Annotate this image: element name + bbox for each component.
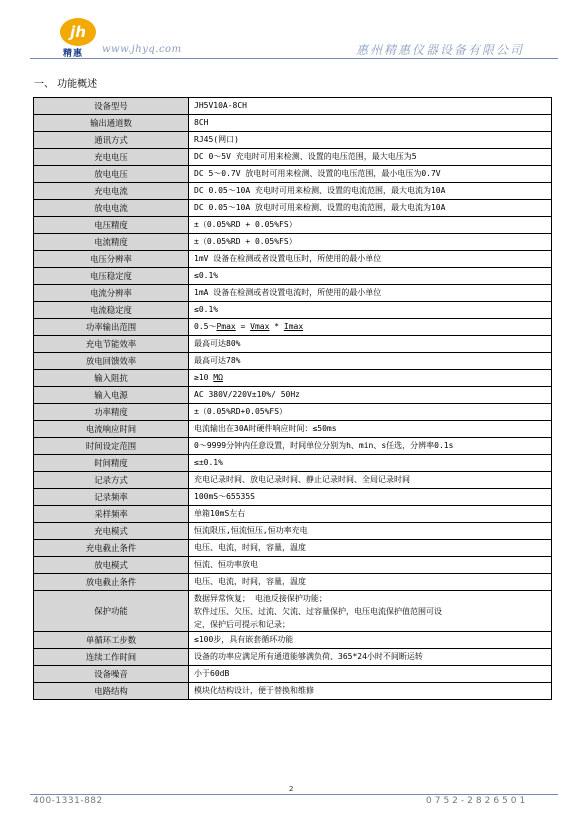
spec-label: 放电模式 bbox=[34, 557, 189, 574]
spec-label: 时间设定范围 bbox=[34, 438, 189, 455]
spec-label: 电流响应时间 bbox=[34, 421, 189, 438]
spec-row bbox=[34, 666, 552, 683]
spec-label: 记录方式 bbox=[34, 472, 189, 489]
spec-label: 设备型号 bbox=[34, 98, 189, 115]
spec-value-text: = bbox=[235, 322, 251, 331]
spec-value: ±（0.05%RD + 0.05%FS） bbox=[189, 217, 552, 234]
website-url[interactable]: www.jhyq.com bbox=[102, 44, 182, 55]
spec-row bbox=[34, 683, 552, 700]
spec-label: 充电节能效率 bbox=[34, 336, 189, 353]
spec-row bbox=[34, 557, 552, 574]
spec-label: 电压精度 bbox=[34, 217, 189, 234]
spec-label: 设备噪音 bbox=[34, 666, 189, 683]
header-divider bbox=[30, 58, 558, 59]
spec-row bbox=[34, 632, 552, 649]
spec-value: 恒流、恒功率放电 bbox=[189, 557, 552, 574]
spec-value: 充电记录时间、放电记录时间、静止记录时间、全局记录时间 bbox=[189, 472, 552, 489]
spec-value: 1mA 设备在检测或者设置电流时，所使用的最小单位 bbox=[189, 285, 552, 302]
spec-value: 最高可达80% bbox=[189, 336, 552, 353]
spec-table-body bbox=[34, 98, 552, 700]
spec-label: 放电截止条件 bbox=[34, 574, 189, 591]
spec-label: 输入阻抗 bbox=[34, 370, 189, 387]
spec-value: DC 0.05～10A 充电时可用来检测、设置的电流范围，最大电流为10A bbox=[189, 183, 552, 200]
spec-row bbox=[34, 302, 552, 319]
spec-row bbox=[34, 166, 552, 183]
spec-label: 放电电压 bbox=[34, 166, 189, 183]
spec-row bbox=[34, 319, 552, 336]
spec-label: 电流稳定度 bbox=[34, 302, 189, 319]
spec-value bbox=[189, 370, 552, 387]
spec-row bbox=[34, 540, 552, 557]
spec-value: ≤100步，具有嵌套循环功能 bbox=[189, 632, 552, 649]
spec-value-line: 定，保护后可提示和记录； bbox=[194, 619, 290, 629]
spec-value bbox=[189, 591, 552, 632]
spec-value: 100mS～65535S bbox=[189, 489, 552, 506]
spec-value: ±（0.05%RD + 0.05%FS） bbox=[189, 234, 552, 251]
spec-label: 功率精度 bbox=[34, 404, 189, 421]
spec-label: 采样频率 bbox=[34, 506, 189, 523]
spec-label: 电流分辨率 bbox=[34, 285, 189, 302]
spec-value: 电压、电流，时间，容量，温度 bbox=[189, 540, 552, 557]
spec-label: 记录频率 bbox=[34, 489, 189, 506]
spec-label: 充电模式 bbox=[34, 523, 189, 540]
spec-label: 单循环工步数 bbox=[34, 632, 189, 649]
spec-row bbox=[34, 285, 552, 302]
spec-row bbox=[34, 149, 552, 166]
footer-divider bbox=[30, 794, 558, 795]
spec-row bbox=[34, 200, 552, 217]
spec-row bbox=[34, 234, 552, 251]
spec-label: 电压分辨率 bbox=[34, 251, 189, 268]
spec-label: 电路结构 bbox=[34, 683, 189, 700]
spec-value: 8CH bbox=[189, 115, 552, 132]
spec-value: 最高可达78% bbox=[189, 353, 552, 370]
spec-row bbox=[34, 438, 552, 455]
spec-row bbox=[34, 574, 552, 591]
spec-row bbox=[34, 370, 552, 387]
footer-phone-office: 0752-2826501 bbox=[426, 796, 529, 806]
spec-value-symbol: MΩ bbox=[213, 373, 223, 382]
spec-label: 输入电源 bbox=[34, 387, 189, 404]
spec-value: 模块化结构设计，便于替换和维修 bbox=[189, 683, 552, 700]
spec-row bbox=[34, 404, 552, 421]
spec-row bbox=[34, 183, 552, 200]
spec-value: DC 5～0.7V 放电时可用来检测、设置的电压范围，最小电压为0.7V bbox=[189, 166, 552, 183]
spec-value: 1mV 设备在检测或者设置电压时，所使用的最小单位 bbox=[189, 251, 552, 268]
spec-table bbox=[33, 97, 552, 700]
company-name: 惠州精惠仪器设备有限公司 bbox=[356, 43, 525, 57]
spec-value: DC 0.05～10A 放电时可用来检测、设置的电流范围，最大电流为10A bbox=[189, 200, 552, 217]
spec-value: 小于60dB bbox=[189, 666, 552, 683]
spec-value-text: * bbox=[269, 322, 284, 331]
spec-value: AC 380V/220V±10%/ 50Hz bbox=[189, 387, 552, 404]
spec-label: 充电电流 bbox=[34, 183, 189, 200]
spec-label: 充电电压 bbox=[34, 149, 189, 166]
spec-label: 放电电流 bbox=[34, 200, 189, 217]
spec-row bbox=[34, 132, 552, 149]
spec-label: 放电回馈效率 bbox=[34, 353, 189, 370]
spec-label: 功率输出范围 bbox=[34, 319, 189, 336]
spec-label: 连续工作时间 bbox=[34, 649, 189, 666]
company-logo: jh bbox=[60, 18, 96, 46]
spec-value bbox=[189, 319, 552, 336]
spec-row bbox=[34, 217, 552, 234]
page-number: 2 bbox=[289, 785, 294, 793]
spec-row bbox=[34, 523, 552, 540]
spec-label: 时间精度 bbox=[34, 455, 189, 472]
spec-value-line: 数据异常恢复； 电池反接保护功能； bbox=[194, 593, 327, 603]
spec-row bbox=[34, 115, 552, 132]
spec-value: DC 0～5V 充电时可用来检测、设置的电压范围，最大电压为5 bbox=[189, 149, 552, 166]
spec-row bbox=[34, 506, 552, 523]
spec-row bbox=[34, 421, 552, 438]
spec-value-text: ≥10 bbox=[194, 373, 214, 382]
spec-label: 保护功能 bbox=[34, 591, 189, 632]
spec-row bbox=[34, 98, 552, 115]
spec-row bbox=[34, 268, 552, 285]
spec-value-text: 0.5～ bbox=[194, 322, 217, 331]
spec-row bbox=[34, 387, 552, 404]
spec-value: JH5V10A-8CH bbox=[189, 98, 552, 115]
spec-value: 电压、电流，时间，容量，温度 bbox=[189, 574, 552, 591]
spec-row bbox=[34, 591, 552, 632]
spec-row bbox=[34, 649, 552, 666]
spec-value: ±（0.05%RD+0.05%FS） bbox=[189, 404, 552, 421]
logo-brand-text: 精惠 bbox=[63, 49, 84, 59]
footer-phone-hotline: 400-1331-882 bbox=[33, 796, 103, 806]
spec-value-line: 软件过压、欠压、过流、欠流、过容量保护，电压电流保护值范围可设 bbox=[194, 606, 442, 616]
section-title: 一、 功能概述 bbox=[34, 79, 98, 90]
spec-row bbox=[34, 336, 552, 353]
spec-label: 电压稳定度 bbox=[34, 268, 189, 285]
spec-label: 充电截止条件 bbox=[34, 540, 189, 557]
spec-value: 单箱10mS左右 bbox=[189, 506, 552, 523]
spec-value: 电流输出在30A时硬件响应时间：≤50ms bbox=[189, 421, 552, 438]
spec-row bbox=[34, 472, 552, 489]
spec-value: 0～9999分钟内任意设置，时间单位分别为h、min、s任选，分辨率0.1s bbox=[189, 438, 552, 455]
spec-value-symbol: Pmax bbox=[216, 322, 236, 331]
spec-value: RJ45(网口) bbox=[189, 132, 552, 149]
spec-row bbox=[34, 353, 552, 370]
spec-row bbox=[34, 489, 552, 506]
spec-value: 设备的功率应满足所有通道能够满负荷、365*24小时不间断运转 bbox=[189, 649, 552, 666]
spec-row bbox=[34, 251, 552, 268]
spec-value-symbol: Imax bbox=[283, 322, 304, 331]
spec-value: 恒流限压,恒流恒压,恒功率充电 bbox=[189, 523, 552, 540]
spec-row bbox=[34, 455, 552, 472]
spec-value: ≤±0.1% bbox=[189, 455, 552, 472]
spec-label: 电流精度 bbox=[34, 234, 189, 251]
spec-value-symbol: Vmax bbox=[250, 322, 270, 331]
spec-label: 输出通道数 bbox=[34, 115, 189, 132]
page-header bbox=[0, 0, 588, 62]
spec-value: ≤0.1% bbox=[189, 302, 552, 319]
spec-label: 通讯方式 bbox=[34, 132, 189, 149]
spec-value: ≤0.1% bbox=[189, 268, 552, 285]
